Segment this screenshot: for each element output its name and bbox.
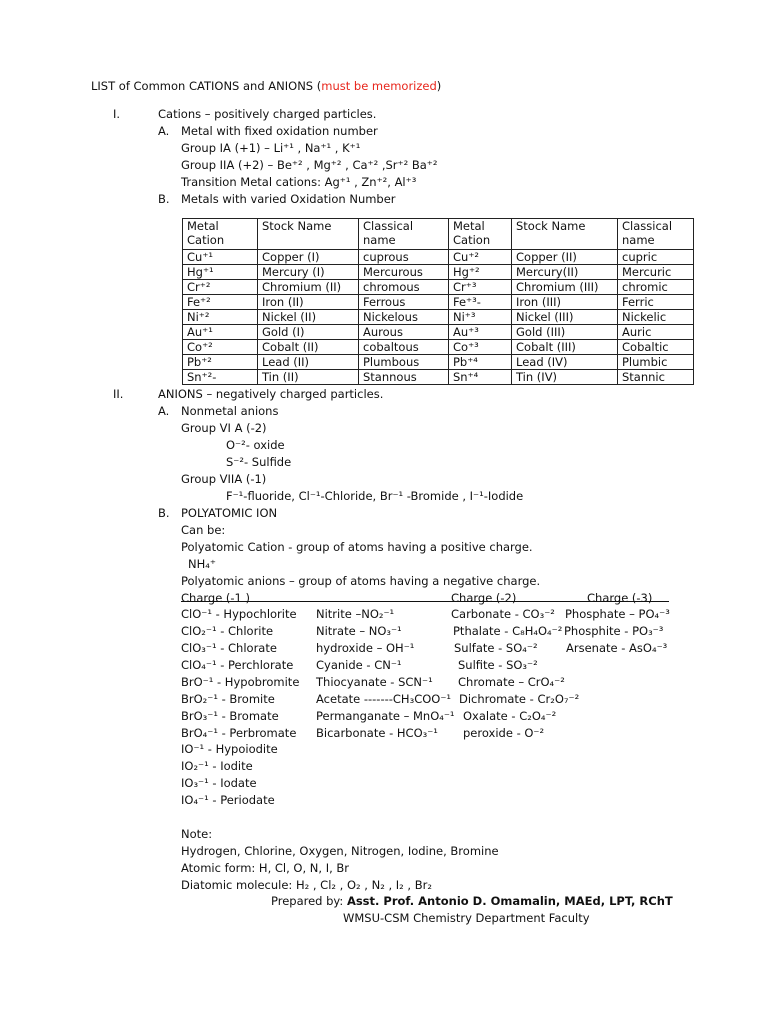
table-row xyxy=(183,295,694,310)
charge-minus1-header: Charge (-1 ) xyxy=(181,591,251,605)
oxide-line: O⁻²- oxide xyxy=(226,438,285,452)
table-row xyxy=(183,310,694,325)
anion-item: BrO₂⁻¹ - Bromite xyxy=(181,692,275,706)
prepared-by xyxy=(271,894,673,908)
section-numeral-2: II. xyxy=(113,387,124,401)
table-cell: Cobaltic xyxy=(618,340,694,355)
title-highlight: must be memorized xyxy=(321,79,437,93)
table-cell: Hg⁺¹ xyxy=(183,265,258,280)
table-cell: Ferric xyxy=(618,295,694,310)
table-cell: Nickel (III) xyxy=(512,310,618,325)
anion-item: Acetate -------CH₃COO⁻¹ xyxy=(316,692,452,706)
anion-item: Sulfate - SO₄⁻² xyxy=(454,641,538,655)
table-cell: Ferrous xyxy=(359,295,449,310)
charge-minus2-header: Charge (-2) xyxy=(451,591,517,605)
table-cell: Stannic xyxy=(618,370,694,385)
table-cell: Tin (IV) xyxy=(512,370,618,385)
table-header-cell: Classical name xyxy=(618,219,694,250)
table-cell: Ni⁺³ xyxy=(449,310,512,325)
anion-item: Arsenate - AsO₄⁻³ xyxy=(566,641,668,655)
halides-line: F⁻¹-fluoride, Cl⁻¹-Chloride, Br⁻¹ -Bromide , I⁻¹-Iodide xyxy=(226,489,524,503)
table-cell: Fe⁺³- xyxy=(449,295,512,310)
anion-item: hydroxide – OH⁻¹ xyxy=(316,641,415,655)
table-cell: Aurous xyxy=(359,325,449,340)
anion-item: Sulfite - SO₃⁻² xyxy=(458,658,538,672)
section-heading-anions: ANIONS – negatively charged particles. xyxy=(158,387,384,401)
subsection-letter-b: B. xyxy=(158,192,170,206)
table-row xyxy=(183,325,694,340)
table-cell: Copper (II) xyxy=(512,250,618,265)
table-header-row xyxy=(183,219,694,250)
prepared-label: Prepared by: xyxy=(271,894,347,908)
group-1a-line: Group IA (+1) – Li⁺¹ , Na⁺¹ , K⁺¹ xyxy=(181,141,361,155)
table-row xyxy=(183,265,694,280)
page-title xyxy=(91,79,441,93)
table-header-cell: Classical name xyxy=(359,219,449,250)
table-cell: Iron (II) xyxy=(258,295,359,310)
subsection-letter-a2: A. xyxy=(158,404,170,418)
anion-item: Thiocyanate - SCN⁻¹ xyxy=(316,675,433,689)
table-cell: Cobalt (III) xyxy=(512,340,618,355)
anion-item: ClO₂⁻¹ - Chlorite xyxy=(181,624,274,638)
table-cell: Nickelic xyxy=(618,310,694,325)
charge-header-divider xyxy=(181,601,669,602)
anion-item: Pthalate - C₈H₄O₄⁻² xyxy=(453,624,563,638)
anion-item: ClO₄⁻¹ - Perchlorate xyxy=(181,658,294,672)
anion-item: peroxide - O⁻² xyxy=(463,726,545,740)
table-cell: Stannous xyxy=(359,370,449,385)
table-cell: Tin (II) xyxy=(258,370,359,385)
anion-item: Dichromate - Cr₂O₇⁻² xyxy=(459,692,580,706)
table-cell: Iron (III) xyxy=(512,295,618,310)
anion-item: IO₂⁻¹ - Iodite xyxy=(181,759,253,773)
table-cell: Gold (I) xyxy=(258,325,359,340)
anion-item: BrO⁻¹ - Hypobromite xyxy=(181,675,300,689)
table-cell: Plumbous xyxy=(359,355,449,370)
table-cell: Pb⁺² xyxy=(183,355,258,370)
subsection-letter-b2: B. xyxy=(158,506,170,520)
table-cell: Plumbic xyxy=(618,355,694,370)
title-text: LIST of Common CATIONS and ANIONS ( xyxy=(91,79,322,93)
table-cell: Hg⁺² xyxy=(449,265,512,280)
sulfide-line: S⁻²- Sulfide xyxy=(226,455,292,469)
table-header-cell: Metal Cation xyxy=(183,219,258,250)
table-header-cell: Stock Name xyxy=(258,219,359,250)
table-cell: Chromium (III) xyxy=(512,280,618,295)
anion-item: Permanganate – MnO₄⁻¹ xyxy=(316,709,455,723)
table-cell: Ni⁺² xyxy=(183,310,258,325)
table-cell: Nickelous xyxy=(359,310,449,325)
table-cell: Cr⁺³ xyxy=(449,280,512,295)
anion-item: Nitrate – NO₃⁻¹ xyxy=(316,624,402,638)
anion-item: Bicarbonate - HCO₃⁻¹ xyxy=(316,726,438,740)
note-label: Note: xyxy=(181,827,213,841)
table-cell: Sn⁺²- xyxy=(183,370,258,385)
faculty-line: WMSU-CSM Chemistry Department Faculty xyxy=(343,911,590,925)
table-cell: cuprous xyxy=(359,250,449,265)
table-cell: Fe⁺² xyxy=(183,295,258,310)
subsection-heading-varied: Metals with varied Oxidation Number xyxy=(181,192,396,206)
note-atomic: Atomic form: H, Cl, O, N, I, Br xyxy=(181,861,350,875)
table-cell: Gold (III) xyxy=(512,325,618,340)
anion-item: Oxalate - C₂O₄⁻² xyxy=(463,709,557,723)
subsection-letter-a: A. xyxy=(158,124,170,138)
subsection-heading-fixed: Metal with fixed oxidation number xyxy=(181,124,378,138)
anion-item: Phosphite - PO₃⁻³ xyxy=(564,624,664,638)
anion-item: ClO⁻¹ - Hypochlorite xyxy=(181,607,297,621)
anion-item: Chromate – CrO₄⁻² xyxy=(458,675,565,689)
table-cell: Lead (IV) xyxy=(512,355,618,370)
table-row xyxy=(183,340,694,355)
table-cell: Chromium (II) xyxy=(258,280,359,295)
table-cell: Au⁺¹ xyxy=(183,325,258,340)
anion-item: ClO₃⁻¹ - Chlorate xyxy=(181,641,277,655)
title-close: ) xyxy=(436,79,442,93)
table-cell: Nickel (II) xyxy=(258,310,359,325)
transition-line: Transition Metal cations: Ag⁺¹ , Zn⁺², Al⁺³ xyxy=(181,175,417,189)
section-numeral-1: I. xyxy=(113,107,121,121)
subsection-heading-nonmetal: Nonmetal anions xyxy=(181,404,279,418)
table-row xyxy=(183,355,694,370)
ammonium-line: NH₄⁺ xyxy=(188,557,216,571)
metals-table xyxy=(182,218,694,385)
anion-item: IO₄⁻¹ - Periodate xyxy=(181,793,275,807)
table-cell: Cu⁺² xyxy=(449,250,512,265)
table-row xyxy=(183,250,694,265)
table-cell: cupric xyxy=(618,250,694,265)
anion-item: BrO₃⁻¹ - Bromate xyxy=(181,709,279,723)
anion-item: Cyanide - CN⁻¹ xyxy=(316,658,402,672)
table-cell: Mercuric xyxy=(618,265,694,280)
table-cell: cobaltous xyxy=(359,340,449,355)
note-diatomic: Diatomic molecule: H₂ , Cl₂ , O₂ , N₂ , I₂ , Br₂ xyxy=(181,878,432,892)
table-header-cell: Metal Cation xyxy=(449,219,512,250)
group-2a-line: Group IIA (+2) – Be⁺² , Mg⁺² , Ca⁺² ,Sr⁺² Ba⁺² xyxy=(181,158,438,172)
table-cell: Sn⁺⁴ xyxy=(449,370,512,385)
group-7a-line: Group VIIA (-1) xyxy=(181,472,267,486)
charge-minus3-header: Charge (-3) xyxy=(587,591,653,605)
table-cell: Cobalt (II) xyxy=(258,340,359,355)
table-cell: Auric xyxy=(618,325,694,340)
table-cell: Mercurous xyxy=(359,265,449,280)
group-6a-line: Group VI A (-2) xyxy=(181,421,267,435)
table-cell: Co⁺³ xyxy=(449,340,512,355)
table-cell: chromic xyxy=(618,280,694,295)
note-elements: Hydrogen, Chlorine, Oxygen, Nitrogen, Iodine, Bromine xyxy=(181,844,499,858)
table-cell: chromous xyxy=(359,280,449,295)
table-row xyxy=(183,280,694,295)
table-cell: Cr⁺² xyxy=(183,280,258,295)
poly-anion-line: Polyatomic anions – group of atoms having a negative charge. xyxy=(181,574,541,588)
table-cell: Lead (II) xyxy=(258,355,359,370)
author-name: Asst. Prof. Antonio D. Omamalin, MAEd, LPT, RChT xyxy=(346,894,673,908)
subsection-heading-polyatomic: POLYATOMIC ION xyxy=(181,506,278,520)
poly-cation-line: Polyatomic Cation - group of atoms having a positive charge. xyxy=(181,540,533,554)
table-cell: Mercury(II) xyxy=(512,265,618,280)
table-cell: Copper (I) xyxy=(258,250,359,265)
table-row xyxy=(183,370,694,385)
table-cell: Mercury (I) xyxy=(258,265,359,280)
table-header-cell: Stock Name xyxy=(512,219,618,250)
section-heading-cations: Cations – positively charged particles. xyxy=(158,107,377,121)
anion-item: Nitrite –NO₂⁻¹ xyxy=(316,607,395,621)
anion-item: BrO₄⁻¹ - Perbromate xyxy=(181,726,297,740)
table-cell: Cu⁺¹ xyxy=(183,250,258,265)
anion-item: IO⁻¹ - Hypoiodite xyxy=(181,742,278,756)
can-be-line: Can be: xyxy=(181,523,226,537)
table-cell: Pb⁺⁴ xyxy=(449,355,512,370)
table-cell: Co⁺² xyxy=(183,340,258,355)
anion-item: IO₃⁻¹ - Iodate xyxy=(181,776,257,790)
anion-item: Phosphate – PO₄⁻³ xyxy=(565,607,670,621)
anion-item: Carbonate - CO₃⁻² xyxy=(451,607,555,621)
table-cell: Au⁺³ xyxy=(449,325,512,340)
